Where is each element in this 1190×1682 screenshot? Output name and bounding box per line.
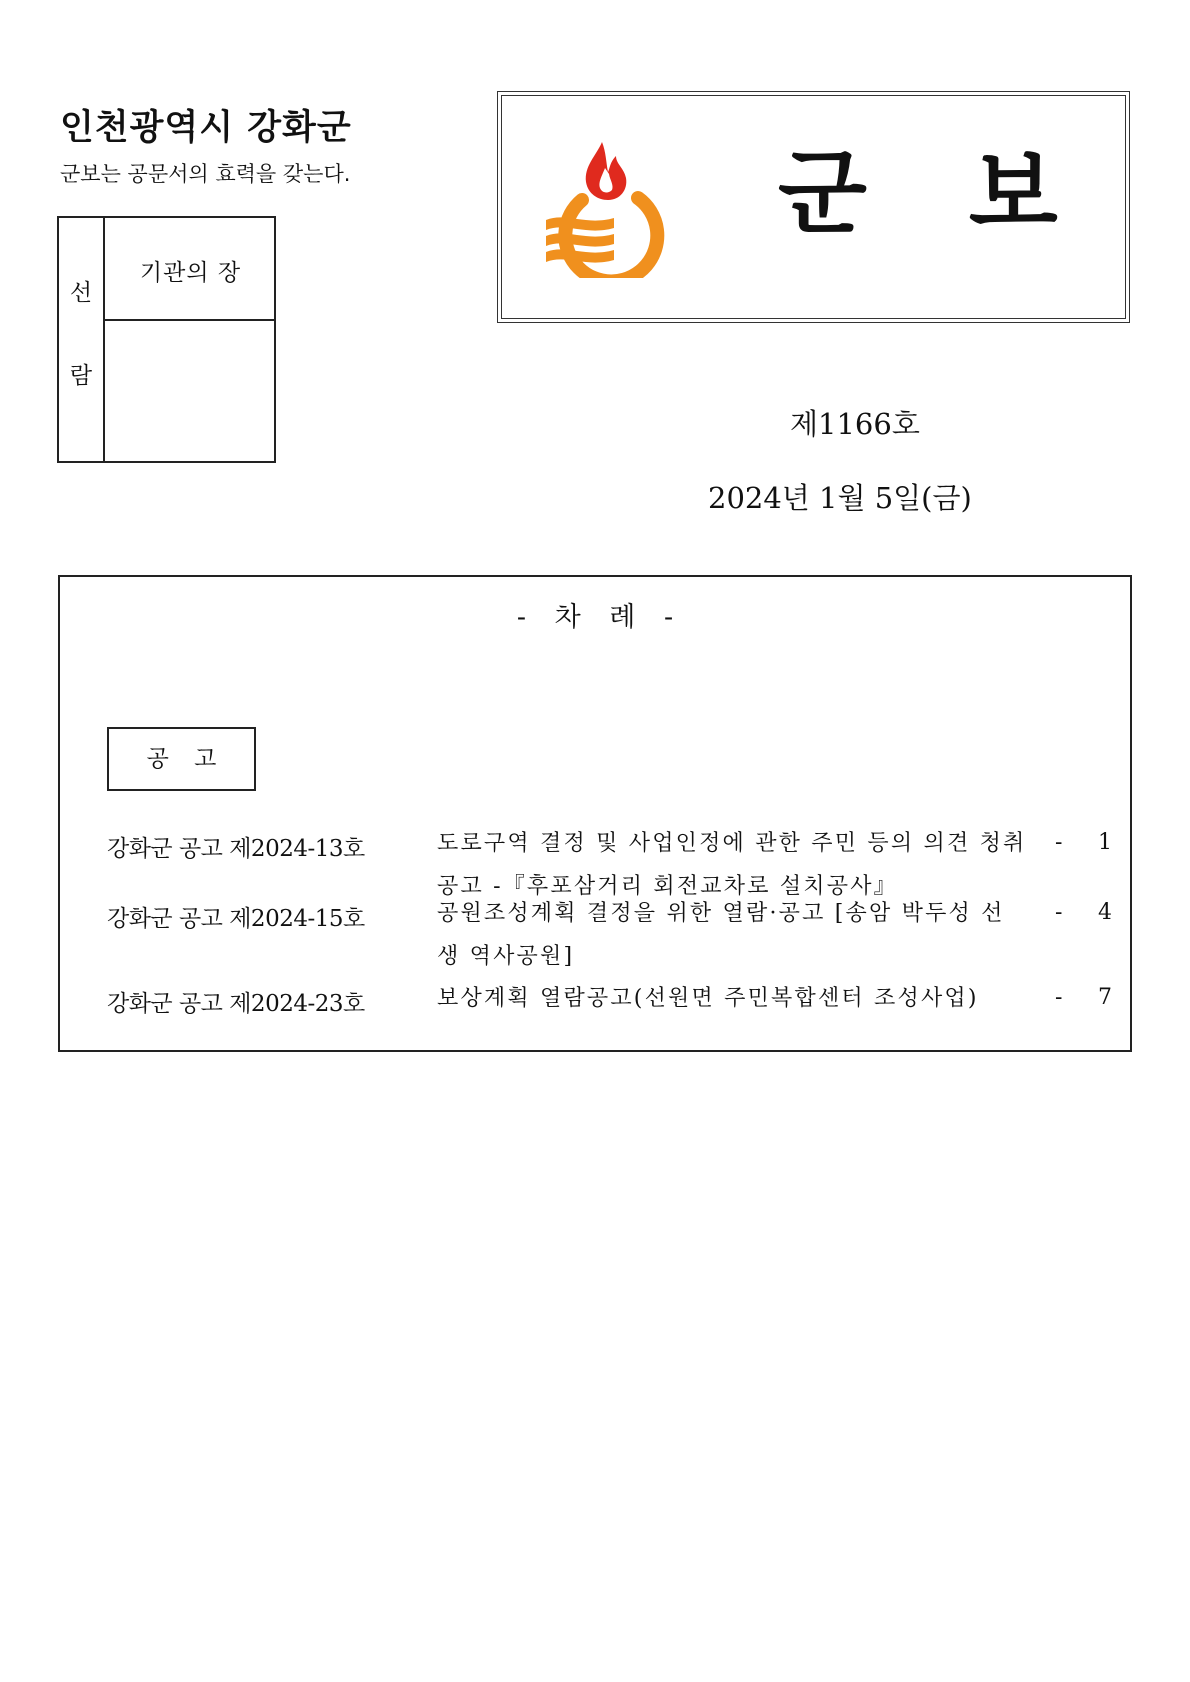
toc-title: - 차 례 - [516,602,674,633]
issue-number: 제1166호 [790,407,920,441]
table-of-contents [58,575,1132,1052]
page-number: 1 [1098,830,1112,855]
leader-dash: - [1055,900,1063,925]
notice-number: 강화군 공고 제2024-23호 [107,991,365,1017]
circulation-label-char: 람 [69,363,93,389]
notice-number: 강화군 공고 제2024-13호 [107,836,365,862]
masthead-title: 군보 [778,140,1160,247]
gun-emblem-icon [542,138,666,278]
circulation-signature-cell [105,321,276,461]
circulation-label-char: 선 [69,280,93,306]
circulation-label-column [59,218,105,461]
circulation-box [57,216,276,463]
page-number: 4 [1098,900,1112,925]
validity-note: 군보는 공문서의 효력을 갖는다. [60,162,351,186]
notice-title: 공원조성계획 결정을 위한 열람·공고 [송암 박두성 선생 역사공원] [437,901,1005,969]
circulation-head-cell: 기관의 장 [105,218,276,321]
page-number: 7 [1098,985,1112,1010]
notice-title: 보상계획 열람공고(선원면 주민복합센터 조성사업) [437,986,979,1011]
leader-dash: - [1055,830,1063,855]
leader-dash: - [1055,985,1063,1010]
section-label-notice: 공 고 [107,727,256,791]
masthead [497,91,1160,323]
issue-date: 2024년 1월 5일(금) [708,481,972,515]
notice-title: 도로구역 결정 및 사업인정에 관한 주민 등의 의견 청취 공고 -『후포삼거리 회전교차로 설치공사』 [437,831,1027,899]
notice-number: 강화군 공고 제2024-15호 [107,906,365,932]
masthead-inner-frame [501,95,1160,319]
city-title: 인천광역시 강화군 [60,108,352,148]
